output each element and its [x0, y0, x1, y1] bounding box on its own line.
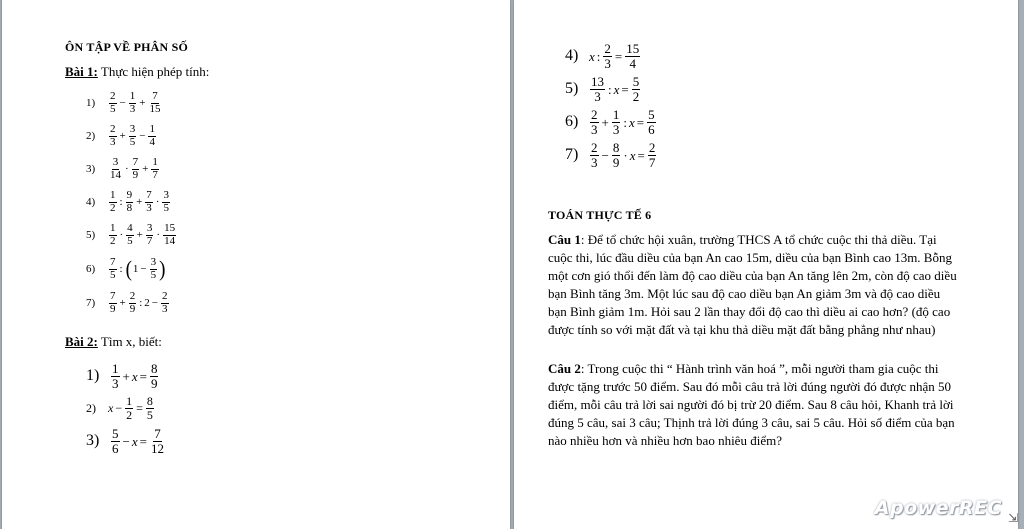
- fraction: $\frac{7}{3}$: [146, 189, 152, 214]
- bai2-exercise-1: [86, 362, 159, 390]
- fraction: $\frac{3}{5}$: [163, 189, 169, 214]
- bai2-exercise-6: [565, 108, 657, 136]
- fraction: $\frac{2}{3}$: [110, 123, 116, 148]
- variable: x: [629, 147, 636, 163]
- variable: x: [131, 433, 138, 449]
- fraction: $\frac{2}{3}$: [591, 140, 598, 170]
- fraction: $\frac{3}{5}$: [150, 256, 157, 281]
- operator: −: [601, 147, 609, 163]
- exercise-number: 4): [565, 47, 579, 65]
- operator: −: [151, 296, 158, 309]
- operator: ·: [623, 147, 628, 163]
- fraction: $\frac{1}{2}$: [110, 189, 116, 214]
- fraction: $\frac{7}{15}$: [149, 90, 161, 115]
- fraction: $\frac{7}{9}$: [132, 156, 139, 181]
- fraction: $\frac{7}{12}$: [150, 426, 164, 456]
- fraction: $\frac{1}{3}$: [112, 361, 119, 391]
- document-page-right: [514, 0, 1018, 529]
- operator: −: [115, 401, 123, 416]
- exercise-2-label: Bài 2:: [65, 334, 98, 349]
- exercise-number: 2): [86, 401, 96, 416]
- operator: :: [623, 114, 627, 130]
- operator: −: [119, 96, 126, 109]
- exercise-2-instruction: Tìm x, biết:: [100, 334, 162, 349]
- expand-arrow-icon[interactable]: ⇲: [1007, 511, 1018, 525]
- question-1: [548, 231, 958, 339]
- bai1-exercise-6: [86, 257, 166, 281]
- fraction: $\frac{2}{3}$: [591, 107, 598, 137]
- operator: :: [119, 195, 123, 208]
- operator: +: [136, 228, 143, 241]
- close-parenthesis: ): [159, 256, 166, 282]
- bai1-exercise-3: [86, 157, 160, 181]
- bai2-exercise-7: [565, 141, 657, 169]
- operator: =: [136, 401, 143, 416]
- fraction: $\frac{8}{9}$: [150, 361, 158, 391]
- question-2-label: Câu 2: [548, 361, 581, 376]
- fraction: $\frac{3}{5}$: [129, 123, 136, 148]
- exercise-number: 3): [86, 432, 100, 450]
- operator: +: [142, 162, 149, 175]
- operator: −: [139, 129, 146, 142]
- exercise-number: 4): [86, 195, 96, 208]
- fraction: $\frac{3}{14}$: [110, 156, 121, 181]
- fraction: $\frac{5}{6}$: [112, 426, 119, 456]
- exercise-number: 6): [86, 262, 96, 275]
- operator: =: [139, 433, 147, 449]
- operator: +: [139, 96, 146, 109]
- operator: +: [119, 129, 126, 142]
- operator: −: [122, 433, 130, 449]
- operator: =: [637, 147, 645, 163]
- variable: x: [589, 48, 595, 64]
- fraction: $\frac{2}{9}$: [129, 290, 136, 315]
- exercise-number: 2): [86, 129, 96, 142]
- fraction: $\frac{8}{5}$: [146, 394, 153, 422]
- exercise-number: 6): [565, 113, 579, 131]
- fraction: $\frac{7}{5}$: [110, 256, 116, 281]
- variable: x: [108, 401, 114, 416]
- fraction: $\frac{2}{7}$: [648, 140, 656, 170]
- fraction: $\frac{1}{4}$: [149, 123, 155, 148]
- exercise-1-label: Bài 1:: [65, 64, 98, 79]
- operator: =: [636, 114, 645, 130]
- fraction: $\frac{2}{3}$: [604, 41, 611, 71]
- document-page-left: [2, 0, 510, 529]
- exercise-number: 5): [565, 80, 579, 98]
- operator: +: [136, 195, 143, 208]
- fraction: $\frac{4}{5}$: [127, 222, 133, 247]
- bai1-exercise-1: [86, 91, 162, 115]
- fraction: $\frac{1}{2}$: [110, 222, 116, 247]
- variable: x: [131, 368, 138, 384]
- operator: +: [601, 114, 609, 130]
- fraction: $\frac{5}{6}$: [648, 107, 655, 137]
- operator: ·: [119, 228, 124, 241]
- operator: +: [119, 296, 126, 309]
- question-2-text: : Trong cuộc thi “ Hành trình văn hoá ”, mỗi người tham gia cuộc thi được tặng trước 50 điểm. Sau đó mỗi câu trả lời đúng người đó được nhận 50 điểm, mỗi câu trả lời sai người đó bị trừ 20 điểm. Sau 8 câu hỏi, Khanh trả lời đúng 5 câu, sai 3 câu; Thịnh trả lời đúng 3 câu, sai 5 câu. Hỏi số điểm của bạn nào nhiều hơn và nhiều hơn bao nhiêu điểm?: [548, 361, 955, 448]
- operator: :: [608, 81, 612, 97]
- fraction: $\frac{15}{14}$: [164, 222, 176, 247]
- bai2-exercise-2: [86, 395, 155, 421]
- exercise-number: 7): [565, 146, 579, 164]
- operator: +: [122, 368, 130, 384]
- exercise-2-heading: [65, 334, 162, 350]
- fraction: $\frac{13}{3}$: [591, 74, 604, 104]
- fraction: $\frac{1}{3}$: [129, 90, 136, 115]
- bai1-exercise-7: [86, 291, 170, 315]
- variable: x: [628, 114, 635, 130]
- operator: :: [119, 262, 123, 275]
- question-1-text: : Để tổ chức hội xuân, trường THCS A tổ chức cuộc thi thả diều. Tại cuộc thi, lúc đầu diều của bạn An cao 15m, diều của bạn Bình cao 13m. Bỗng một cơn gió thổi đến làm độ cao diều của bạn An tăng lên 2m, còn độ cao diều bạn Bình tăng 3m. Một lúc sau độ cao diều bạn An giảm 3m và độ cao diều bạn Bình giảm 1m. Hỏi sau 2 lần thay đổi độ cao thì diều ai cao hơn? (độ cao được tính so với mặt đất và tại khu thả diều mặt đất bằng phẳng như nhau): [548, 232, 957, 337]
- fraction: $\frac{5}{2}$: [632, 74, 640, 104]
- bai2-exercise-4: [565, 42, 641, 70]
- fraction: $\frac{1}{2}$: [126, 394, 133, 422]
- exercise-number: 1): [86, 367, 100, 385]
- exercise-1-heading: [65, 64, 209, 80]
- fraction: $\frac{1}{3}$: [612, 107, 620, 137]
- bai2-exercise-3: [86, 427, 166, 455]
- operator: =: [139, 368, 147, 384]
- operator: =: [614, 48, 623, 64]
- operator: ·: [125, 162, 129, 175]
- operator: ·: [155, 195, 160, 208]
- exercise-number: 7): [86, 296, 96, 309]
- bai1-exercise-4: [86, 190, 171, 214]
- fraction: $\frac{15}{4}$: [626, 41, 640, 71]
- bai1-exercise-2: [86, 124, 157, 148]
- number: 1: [132, 262, 139, 275]
- recorder-watermark: ApowerREC: [874, 497, 1002, 519]
- section-title: TOÁN THỰC TẾ 6: [548, 208, 652, 222]
- question-1-label: Câu 1: [548, 232, 581, 247]
- operator: :: [139, 296, 143, 309]
- bai1-exercise-5: [86, 223, 177, 247]
- page-title: ÔN TẬP VỀ PHÂN SỐ: [65, 40, 188, 54]
- operator: :: [596, 48, 601, 64]
- exercise-number: 5): [86, 228, 96, 241]
- bai2-exercise-5: [565, 75, 641, 103]
- variable: x: [613, 81, 620, 97]
- exercise-1-instruction: Thực hiện phép tính:: [100, 64, 210, 79]
- operator: ·: [156, 228, 161, 241]
- fraction: $\frac{2}{5}$: [110, 90, 116, 115]
- fraction: $\frac{8}{9}$: [612, 140, 620, 170]
- operator: =: [621, 81, 629, 97]
- exercise-number: 1): [86, 96, 96, 109]
- operator: −: [140, 262, 147, 275]
- fraction: $\frac{2}{3}$: [162, 290, 168, 315]
- fraction: $\frac{7}{9}$: [110, 290, 116, 315]
- fraction: $\frac{3}{7}$: [146, 222, 153, 247]
- question-2: [548, 360, 958, 450]
- exercise-number: 3): [86, 162, 96, 175]
- fraction: $\frac{9}{8}$: [126, 189, 133, 214]
- fraction: $\frac{1}{7}$: [152, 156, 158, 181]
- open-parenthesis: (: [125, 256, 132, 282]
- number: 2: [144, 296, 150, 309]
